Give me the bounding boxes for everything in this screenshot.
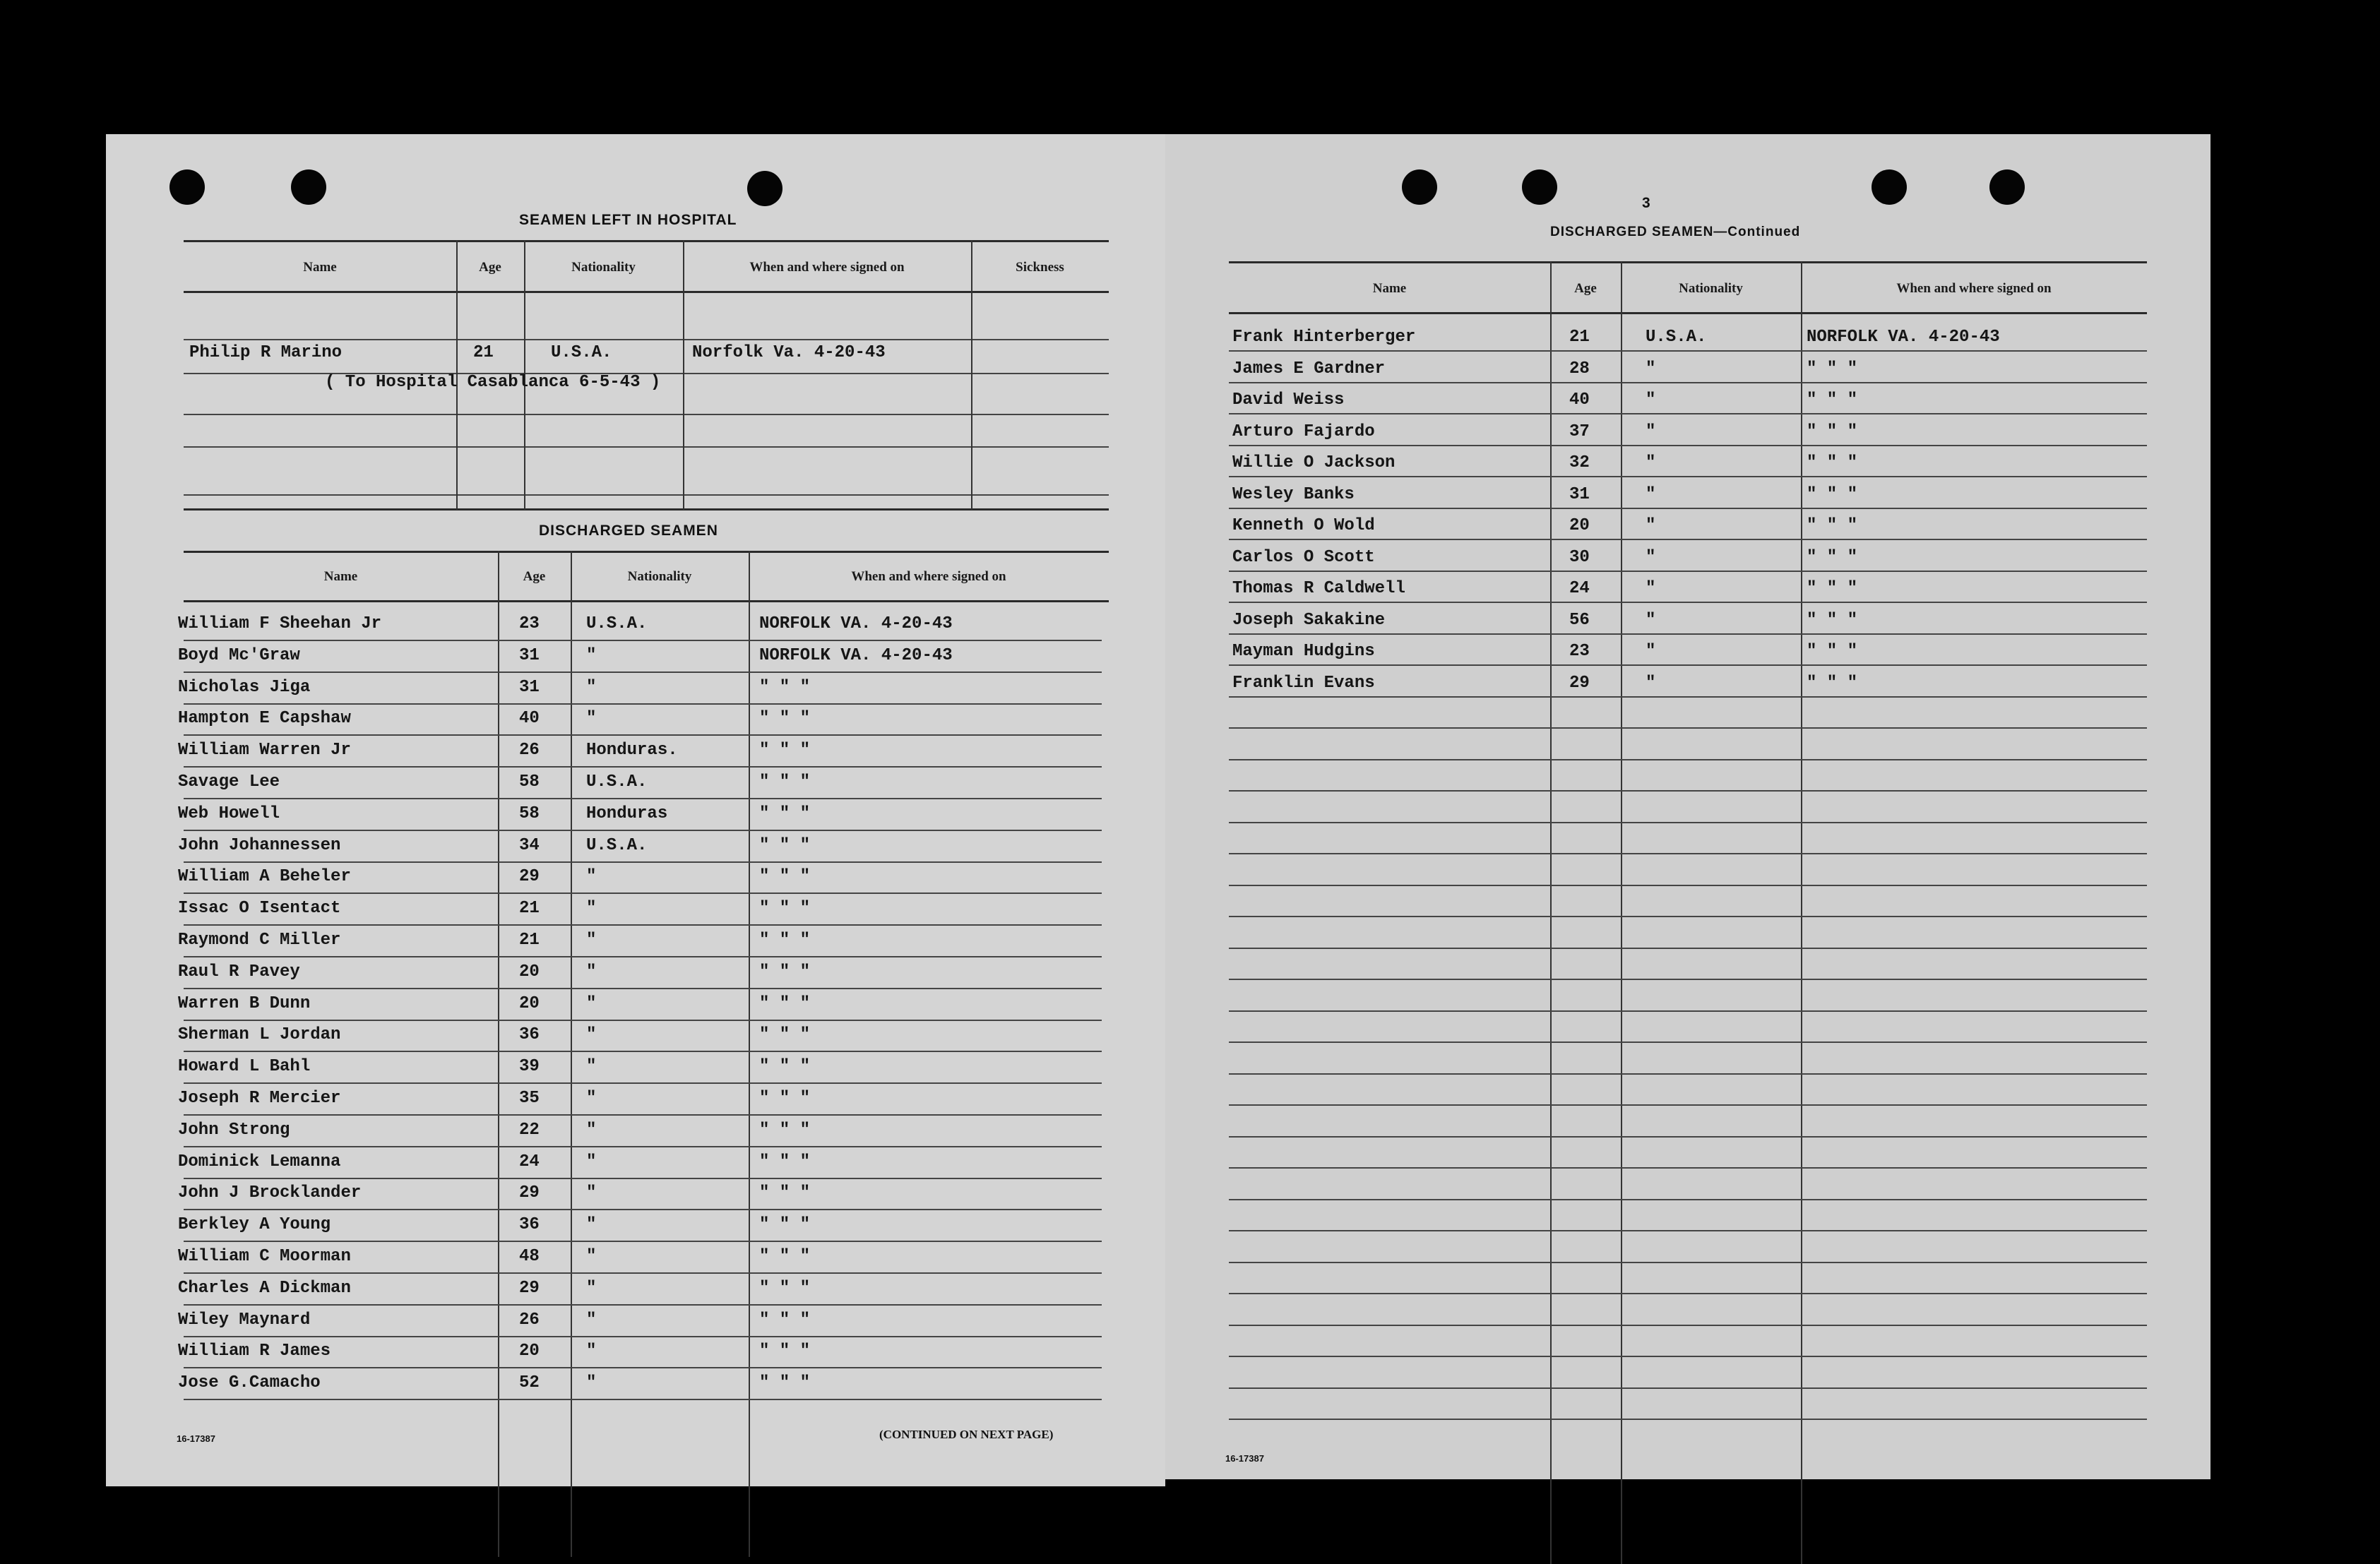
- row-rule: [1229, 790, 2147, 792]
- seaman-age: 32: [1569, 453, 1590, 472]
- seaman-nationality: ": [586, 1152, 597, 1171]
- col-header-age: Age: [523, 569, 546, 584]
- seaman-signed-on: " " ": [759, 677, 811, 697]
- row-rule: [184, 988, 1102, 989]
- row-rule: [184, 893, 1102, 894]
- seaman-age: 37: [1569, 422, 1590, 441]
- seaman-signed-on: " " ": [759, 835, 811, 855]
- seaman-name: Boyd Mc'Graw: [178, 645, 300, 665]
- seaman-nationality: ": [586, 1247, 597, 1266]
- rule: [1229, 261, 2147, 263]
- seaman-signed-on: " " ": [759, 1215, 811, 1235]
- row-rule: [1229, 1199, 2147, 1200]
- punch-hole: [1989, 169, 2025, 205]
- seaman-signed-on: " " ": [759, 772, 811, 792]
- row-rule: [184, 671, 1102, 673]
- seaman-signed-on: " " ": [759, 1152, 811, 1171]
- seaman-signed-on: NORFOLK VA. 4-20-43: [1807, 328, 2000, 347]
- row-rule: [1229, 1293, 2147, 1294]
- seaman-signed-on: NORFOLK VA. 4-20-43: [759, 614, 953, 633]
- row-rule: [184, 766, 1102, 768]
- seaman-signed-on: " " ": [759, 1025, 811, 1045]
- col-header-name: Name: [323, 569, 358, 584]
- col-divider: [1621, 261, 1622, 1564]
- row-rule: [1229, 1356, 2147, 1357]
- seaman-nationality: ": [1646, 642, 1656, 661]
- seaman-name: Savage Lee: [178, 772, 280, 792]
- seaman-name: Carlos O Scott: [1232, 547, 1375, 567]
- col-header-age: Age: [479, 260, 501, 275]
- row-rule: [1229, 1387, 2147, 1389]
- seaman-nationality: ": [1646, 453, 1656, 472]
- seaman-nationality: ": [586, 677, 597, 697]
- left-page: [106, 134, 1165, 1486]
- seaman-name: Frank Hinterberger: [1232, 328, 1416, 347]
- row-rule: [1229, 1419, 2147, 1420]
- seaman-signed-on: " " ": [1807, 453, 1858, 472]
- seaman-nationality: ": [586, 1342, 597, 1361]
- row-rule: [1229, 916, 2147, 917]
- seaman-nationality: ": [586, 709, 597, 729]
- seaman-signed-on: " " ": [759, 867, 811, 887]
- seaman-nationality: ": [1646, 516, 1656, 535]
- rule: [1229, 312, 2147, 314]
- seaman-nationality: ": [586, 1089, 597, 1108]
- seaman-signed-on: " " ": [759, 931, 811, 950]
- seaman-nationality: ": [1646, 484, 1656, 504]
- seaman-name: Web Howell: [178, 804, 280, 823]
- row-rule: [184, 830, 1102, 831]
- seaman-name: Arturo Fajardo: [1232, 422, 1375, 441]
- page-number: 3: [1642, 195, 1651, 211]
- punch-hole: [747, 171, 783, 206]
- seaman-age: 29: [519, 867, 540, 887]
- row-rule: [184, 734, 1102, 736]
- seaman-nationality: U.S.A.: [1646, 328, 1707, 347]
- row-rule: [1229, 413, 2147, 414]
- seaman-name: Jose G.Camacho: [178, 1373, 321, 1393]
- rule: [184, 600, 1109, 602]
- row-rule: [184, 1304, 1102, 1306]
- hospital-signed-on: Norfolk Va. 4-20-43: [692, 343, 886, 362]
- seaman-name: John J Brocklander: [178, 1183, 362, 1203]
- punch-hole: [291, 169, 326, 205]
- row-rule: [1229, 885, 2147, 886]
- seaman-name: Charles A Dickman: [178, 1278, 351, 1298]
- seaman-nationality: ": [1646, 359, 1656, 378]
- seaman-nationality: ": [586, 1120, 597, 1140]
- seaman-signed-on: " " ": [759, 1089, 811, 1108]
- seaman-signed-on: " " ": [1807, 359, 1858, 378]
- seaman-signed-on: " " ": [759, 804, 811, 823]
- row-rule: [184, 1020, 1102, 1021]
- row-rule: [1229, 1262, 2147, 1263]
- seaman-nationality: U.S.A.: [586, 772, 648, 792]
- seaman-age: 29: [519, 1183, 540, 1203]
- seaman-age: 36: [519, 1215, 540, 1235]
- row-rule: [184, 956, 1102, 957]
- col-header-name: Name: [303, 260, 337, 275]
- seaman-age: 23: [519, 614, 540, 633]
- seaman-age: 40: [519, 709, 540, 729]
- page-title: DISCHARGED SEAMEN—Continued: [1550, 225, 1801, 239]
- row-rule: [1229, 948, 2147, 949]
- col-divider: [683, 240, 684, 510]
- col-header-nationality: Nationality: [627, 569, 692, 584]
- seaman-signed-on: NORFOLK VA. 4-20-43: [759, 645, 953, 665]
- seaman-nationality: ": [1646, 422, 1656, 441]
- col-header-signed-on: When and where signed on: [749, 260, 905, 275]
- seaman-age: 20: [519, 993, 540, 1013]
- seaman-age: 20: [519, 1342, 540, 1361]
- seaman-name: Howard L Bahl: [178, 1057, 311, 1077]
- row-rule: [1229, 382, 2147, 383]
- seaman-age: 26: [519, 1310, 540, 1330]
- punch-hole: [1872, 169, 1907, 205]
- row-rule: [1229, 1230, 2147, 1231]
- seaman-signed-on: " " ": [759, 741, 811, 760]
- seaman-signed-on: " " ": [759, 962, 811, 981]
- seaman-nationality: ": [586, 645, 597, 665]
- row-rule: [1229, 508, 2147, 509]
- row-rule: [1229, 539, 2147, 540]
- seaman-signed-on: " " ": [1807, 390, 1858, 410]
- rule: [184, 551, 1109, 553]
- seaman-name: William C Moorman: [178, 1247, 351, 1266]
- seaman-name: Willie O Jackson: [1232, 453, 1396, 472]
- hospital-title: SEAMEN LEFT IN HOSPITAL: [519, 212, 737, 228]
- seaman-name: Dominick Lemanna: [178, 1152, 341, 1171]
- rule: [184, 414, 1109, 415]
- seaman-signed-on: " " ": [759, 993, 811, 1013]
- seaman-nationality: U.S.A.: [586, 614, 648, 633]
- hospital-name: Philip R Marino: [189, 343, 343, 362]
- seaman-name: Raymond C Miller: [178, 931, 341, 950]
- col-header-nationality: Nationality: [1679, 281, 1743, 296]
- row-rule: [1229, 727, 2147, 729]
- row-rule: [184, 924, 1102, 926]
- seaman-nationality: ": [586, 1215, 597, 1235]
- seaman-signed-on: " " ": [1807, 579, 1858, 598]
- seaman-age: 24: [519, 1152, 540, 1171]
- row-rule: [1229, 853, 2147, 854]
- row-rule: [1229, 1041, 2147, 1043]
- seaman-name: Mayman Hudgins: [1232, 642, 1375, 661]
- seaman-signed-on: " " ": [1807, 610, 1858, 630]
- seaman-name: Kenneth O Wold: [1232, 516, 1375, 535]
- row-rule: [184, 1146, 1102, 1147]
- seaman-age: 20: [519, 962, 540, 981]
- form-number: 16-17387: [177, 1433, 215, 1444]
- row-rule: [1229, 1073, 2147, 1075]
- seaman-nationality: Honduras.: [586, 741, 678, 760]
- rule: [184, 446, 1109, 448]
- col-header-sickness: Sickness: [1016, 260, 1064, 275]
- continued-note: (CONTINUED ON NEXT PAGE): [879, 1428, 1054, 1441]
- row-rule: [1229, 602, 2147, 603]
- seaman-nationality: ": [586, 1183, 597, 1203]
- seaman-age: 31: [1569, 484, 1590, 504]
- seaman-nationality: ": [1646, 673, 1656, 693]
- seaman-age: 29: [519, 1278, 540, 1298]
- row-rule: [1229, 350, 2147, 352]
- seaman-signed-on: " " ": [759, 899, 811, 919]
- seaman-name: Joseph R Mercier: [178, 1089, 341, 1108]
- col-header-signed-on: When and where signed on: [1896, 281, 2052, 296]
- seaman-signed-on: " " ": [1807, 422, 1858, 441]
- seaman-nationality: ": [586, 1057, 597, 1077]
- row-rule: [184, 798, 1102, 799]
- seaman-signed-on: " " ": [1807, 642, 1858, 661]
- rule: [184, 494, 1109, 496]
- seaman-nationality: Honduras: [586, 804, 668, 823]
- row-rule: [1229, 664, 2147, 666]
- punch-hole: [169, 169, 205, 205]
- row-rule: [1229, 979, 2147, 980]
- seaman-age: 24: [1569, 579, 1590, 598]
- seaman-age: 21: [519, 899, 540, 919]
- right-page: [1165, 134, 2211, 1479]
- seaman-age: 39: [519, 1057, 540, 1077]
- discharged-title: DISCHARGED SEAMEN: [539, 523, 718, 539]
- rule: [184, 240, 1109, 242]
- seaman-signed-on: " " ": [759, 1057, 811, 1077]
- seaman-signed-on: " " ": [1807, 516, 1858, 535]
- seaman-age: 30: [1569, 547, 1590, 567]
- seaman-nationality: ": [586, 1310, 597, 1330]
- row-rule: [184, 703, 1102, 705]
- col-header-nationality: Nationality: [571, 260, 636, 275]
- row-rule: [1229, 1104, 2147, 1106]
- seaman-age: 28: [1569, 359, 1590, 378]
- seaman-signed-on: " " ": [759, 1373, 811, 1393]
- row-rule: [184, 1367, 1102, 1368]
- seaman-signed-on: " " ": [759, 1183, 811, 1203]
- seaman-age: 31: [519, 677, 540, 697]
- seaman-name: James E Gardner: [1232, 359, 1386, 378]
- row-rule: [1229, 822, 2147, 823]
- seaman-nationality: ": [586, 1373, 597, 1393]
- seaman-age: 52: [519, 1373, 540, 1393]
- seaman-nationality: ": [1646, 610, 1656, 630]
- row-rule: [184, 1272, 1102, 1274]
- row-rule: [184, 1051, 1102, 1052]
- punch-hole: [1522, 169, 1557, 205]
- rule: [184, 291, 1109, 293]
- seaman-name: William R James: [178, 1342, 331, 1361]
- seaman-age: 56: [1569, 610, 1590, 630]
- punch-hole: [1402, 169, 1437, 205]
- col-divider: [749, 551, 750, 1557]
- seaman-name: William F Sheehan Jr: [178, 614, 382, 633]
- seaman-nationality: ": [586, 962, 597, 981]
- row-rule: [1229, 1167, 2147, 1169]
- hospital-note: ( To Hospital Casablanca 6-5-43 ): [325, 373, 661, 392]
- seaman-signed-on: " " ": [1807, 547, 1858, 567]
- seaman-name: William Warren Jr: [178, 741, 351, 760]
- seaman-age: 35: [519, 1089, 540, 1108]
- seaman-age: 23: [1569, 642, 1590, 661]
- seaman-name: Raul R Pavey: [178, 962, 300, 981]
- seaman-nationality: ": [1646, 390, 1656, 410]
- seaman-age: 29: [1569, 673, 1590, 693]
- col-divider: [1801, 261, 1802, 1564]
- col-divider: [498, 551, 499, 1557]
- row-rule: [1229, 759, 2147, 760]
- seaman-age: 22: [519, 1120, 540, 1140]
- rule: [184, 339, 1109, 340]
- seaman-signed-on: " " ": [759, 1247, 811, 1266]
- seaman-signed-on: " " ": [1807, 673, 1858, 693]
- seaman-signed-on: " " ": [759, 1342, 811, 1361]
- seaman-name: Sherman L Jordan: [178, 1025, 341, 1045]
- seaman-name: Franklin Evans: [1232, 673, 1375, 693]
- row-rule: [184, 1178, 1102, 1179]
- seaman-age: 58: [519, 772, 540, 792]
- seaman-name: Issac O Isentact: [178, 899, 341, 919]
- seaman-name: Warren B Dunn: [178, 993, 311, 1013]
- seaman-name: Joseph Sakakine: [1232, 610, 1386, 630]
- seaman-name: Thomas R Caldwell: [1232, 579, 1405, 598]
- seaman-nationality: ": [586, 931, 597, 950]
- seaman-nationality: ": [586, 993, 597, 1013]
- col-header-signed-on: When and where signed on: [851, 569, 1006, 584]
- seaman-name: Hampton E Capshaw: [178, 709, 351, 729]
- seaman-nationality: ": [1646, 547, 1656, 567]
- row-rule: [184, 1114, 1102, 1116]
- seaman-age: 31: [519, 645, 540, 665]
- hospital-nationality: U.S.A.: [551, 343, 612, 362]
- seaman-nationality: U.S.A.: [586, 835, 648, 855]
- seaman-signed-on: " " ": [759, 1278, 811, 1298]
- row-rule: [1229, 696, 2147, 698]
- col-divider: [971, 240, 972, 510]
- seaman-age: 36: [519, 1025, 540, 1045]
- col-divider: [571, 551, 572, 1557]
- rule: [184, 508, 1109, 511]
- seaman-name: Wesley Banks: [1232, 484, 1355, 504]
- seaman-name: Wiley Maynard: [178, 1310, 311, 1330]
- row-rule: [184, 1241, 1102, 1242]
- seaman-name: William A Beheler: [178, 867, 351, 887]
- row-rule: [184, 1209, 1102, 1210]
- seaman-signed-on: " " ": [759, 709, 811, 729]
- col-header-name: Name: [1372, 281, 1407, 296]
- row-rule: [184, 1082, 1102, 1084]
- row-rule: [1229, 633, 2147, 635]
- row-rule: [184, 861, 1102, 863]
- row-rule: [1229, 445, 2147, 446]
- seaman-name: John Johannessen: [178, 835, 341, 855]
- hospital-age: 21: [473, 343, 494, 362]
- seaman-signed-on: " " ": [759, 1310, 811, 1330]
- seaman-age: 21: [519, 931, 540, 950]
- seaman-nationality: ": [586, 1025, 597, 1045]
- row-rule: [184, 640, 1102, 641]
- seaman-name: Berkley A Young: [178, 1215, 331, 1235]
- seaman-nationality: ": [586, 867, 597, 887]
- row-rule: [1229, 571, 2147, 572]
- seaman-name: David Weiss: [1232, 390, 1345, 410]
- seaman-nationality: ": [1646, 579, 1656, 598]
- seaman-nationality: ": [586, 1278, 597, 1298]
- seaman-age: 48: [519, 1247, 540, 1266]
- seaman-age: 40: [1569, 390, 1590, 410]
- seaman-nationality: ": [586, 899, 597, 919]
- row-rule: [184, 1336, 1102, 1337]
- form-number: 16-17387: [1225, 1453, 1264, 1464]
- row-rule: [1229, 1010, 2147, 1012]
- seaman-signed-on: " " ": [759, 1120, 811, 1140]
- col-header-age: Age: [1574, 281, 1597, 296]
- seaman-age: 26: [519, 741, 540, 760]
- seaman-name: John Strong: [178, 1120, 290, 1140]
- seaman-age: 34: [519, 835, 540, 855]
- row-rule: [1229, 476, 2147, 477]
- col-divider: [1550, 261, 1552, 1564]
- row-rule: [1229, 1136, 2147, 1138]
- seaman-signed-on: " " ": [1807, 484, 1858, 504]
- seaman-age: 58: [519, 804, 540, 823]
- seaman-name: Nicholas Jiga: [178, 677, 311, 697]
- seaman-age: 21: [1569, 328, 1590, 347]
- seaman-age: 20: [1569, 516, 1590, 535]
- row-rule: [184, 1399, 1102, 1400]
- row-rule: [1229, 1325, 2147, 1326]
